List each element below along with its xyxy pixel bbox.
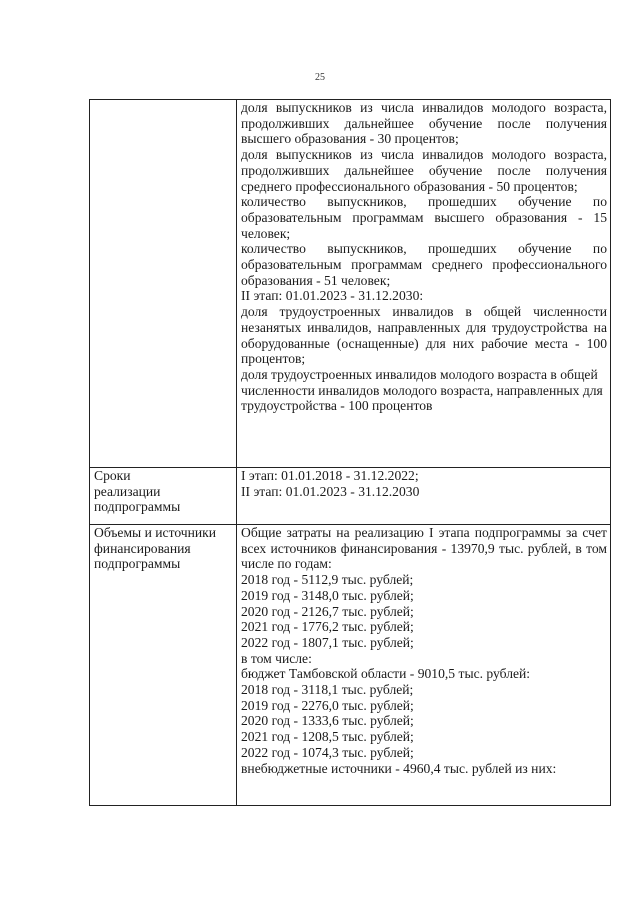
row-label-line: финансирования — [94, 540, 191, 556]
row-content-cell — [237, 525, 611, 806]
financing-total: Общие затраты на реализацию I этапа подпрограммы за счет всех источников финансирования - 13970,9 тыс. рублей, в том числе по годам: — [241, 525, 607, 572]
table-row-timeline — [90, 468, 611, 525]
row-label-cell — [90, 468, 237, 525]
financing-line: 2019 год - 3148,0 тыс. рублей; — [241, 587, 414, 603]
row-label-cell — [90, 525, 237, 806]
financing-line: 2021 год - 1208,5 тыс. рублей; — [241, 729, 414, 745]
stage-period: I этап: 01.01.2018 - 31.12.2022; — [241, 468, 419, 483]
financing-line: 2018 год - 5112,9 тыс. рублей; — [241, 572, 414, 588]
financing-line: 2019 год - 2276,0 тыс. рублей; — [241, 697, 414, 713]
row-label-line: Сроки — [94, 468, 131, 483]
financing-line: внебюджетные источники - 4960,4 тыс. рублей из них: — [241, 760, 557, 776]
row-label-line: подпрограммы — [94, 499, 181, 515]
indicator-paragraph: доля выпускников из числа инвалидов молодого возраста, продолживших дальнейшее обучение после получения высшего образования - 30 процентов; — [241, 100, 607, 147]
row-label-cell — [90, 100, 237, 468]
indicator-paragraph: количество выпускников, прошедших обучение по образовательным программам среднего профессионального образования - 51 человек; — [241, 241, 607, 288]
financing-line: 2020 год - 2126,7 тыс. рублей; — [241, 603, 414, 619]
table-row-indicators — [90, 100, 611, 468]
indicator-paragraph: количество выпускников, прошедших обучение по образовательным программам высшего образования - 15 человек; — [241, 194, 607, 241]
financing-line: 2018 год - 3118,1 тыс. рублей; — [241, 682, 414, 698]
stage-heading: II этап: 01.01.2023 - 31.12.2030: — [241, 288, 424, 304]
indicator-paragraph: доля трудоустроенных инвалидов молодого возраста в общей численности инвалидов молодого возраста, направленных для трудоустройства - 100 процентов — [241, 366, 603, 414]
financing-line: 2022 год - 1807,1 тыс. рублей; — [241, 634, 414, 650]
row-content-cell — [237, 468, 611, 525]
stage-period: II этап: 01.01.2023 - 31.12.2030 — [241, 483, 420, 499]
row-label-line: подпрограммы — [94, 556, 181, 572]
page-number: 25 — [315, 72, 325, 83]
financing-line: бюджет Тамбовской области - 9010,5 тыс. рублей: — [241, 666, 531, 682]
indicator-paragraph: доля выпускников из числа инвалидов молодого возраста, продолживших дальнейшее обучение после получения среднего профессионального образования - 50 процентов; — [241, 147, 607, 194]
financing-line: 2020 год - 1333,6 тыс. рублей; — [241, 713, 414, 729]
financing-line: 2021 год - 1776,2 тыс. рублей; — [241, 619, 414, 635]
financing-line: в том числе: — [241, 650, 312, 666]
subprogram-passport-table — [89, 99, 611, 806]
row-label-line: реализации — [94, 483, 161, 499]
row-content-cell — [237, 100, 611, 468]
indicator-paragraph: доля трудоустроенных инвалидов в общей численности незанятых инвалидов, направленных для трудоустройства на оборудованные (оснащенные) для них рабочие места - 100 процентов; — [241, 304, 607, 367]
financing-line: 2022 год - 1074,3 тыс. рублей; — [241, 744, 414, 760]
table-row-financing — [90, 525, 611, 806]
row-label-line: Объемы и источники — [94, 525, 217, 540]
